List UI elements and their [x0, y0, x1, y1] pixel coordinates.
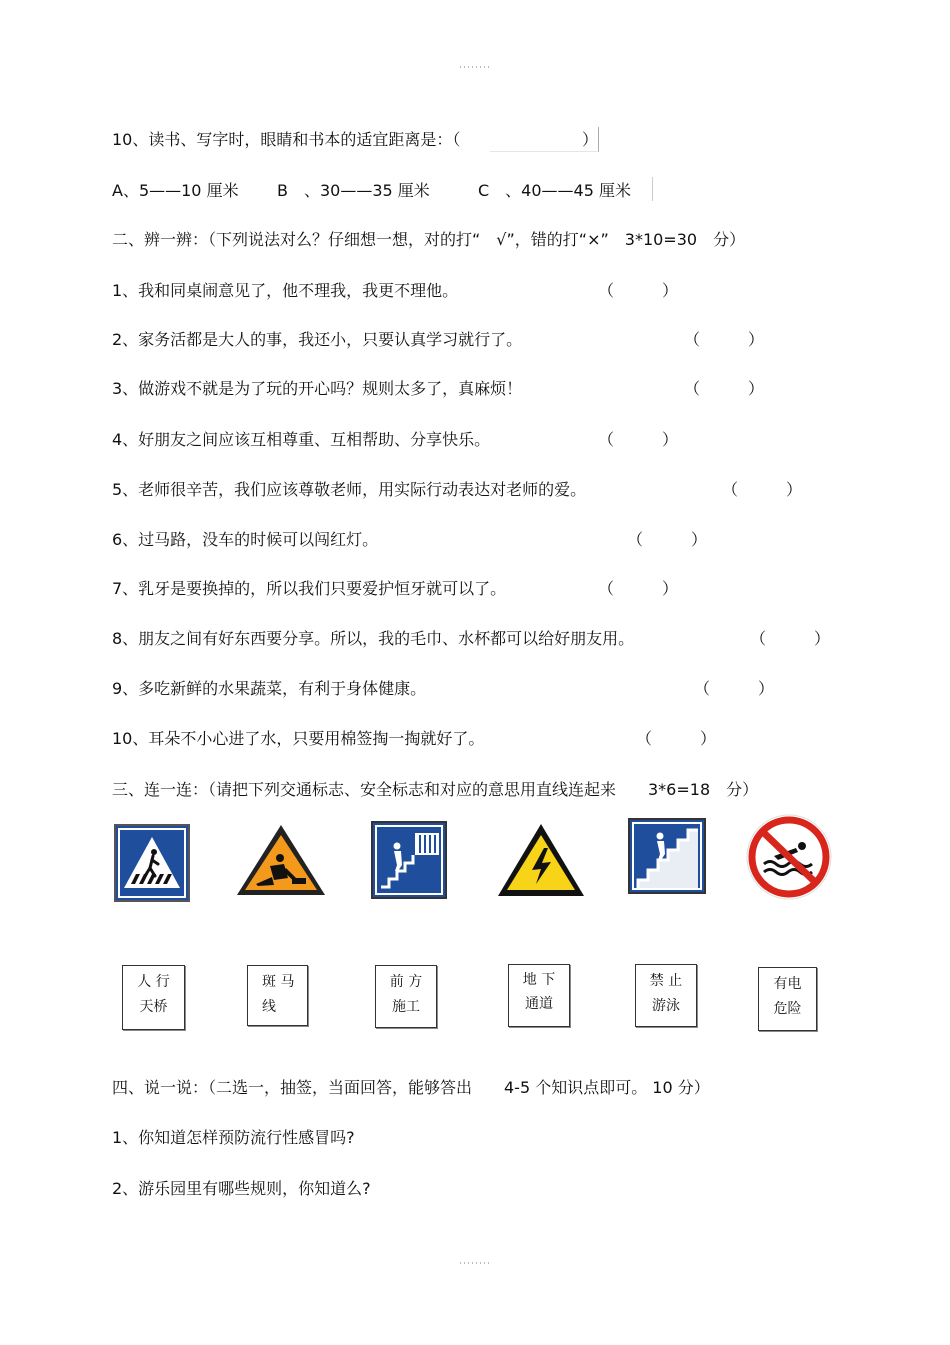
oral-question: 1、你知道怎样预防流行性感冒吗? — [112, 1128, 355, 1147]
meaning-card-underpass[interactable] — [508, 964, 570, 1027]
judge-answer-paren[interactable]: （ ） — [598, 281, 679, 300]
judge-answer-paren[interactable]: （ ） — [684, 379, 765, 398]
card-line: 地 下 — [522, 972, 556, 988]
card-line: 斑 马 — [262, 974, 295, 990]
top-page-mark — [460, 66, 490, 68]
no-swimming-sign-icon — [744, 812, 834, 902]
judge-item: 2、家务活都是大人的事，我还小，只要认真学习就行了。 — [112, 330, 523, 349]
judge-item: 7、乳牙是要换掉的，所以我们只要爱护恒牙就可以了。 — [112, 579, 507, 598]
meaning-card-overpass[interactable] — [122, 965, 185, 1030]
q10-option-c: C 、40——45 厘米 — [478, 181, 631, 200]
crosswalk-sign-icon — [114, 824, 190, 902]
judge-answer-paren[interactable]: （ ） — [694, 679, 775, 698]
card-line: 施工 — [392, 999, 420, 1015]
judge-answer-paren[interactable]: （ ） — [750, 629, 831, 648]
card-line: 线 — [262, 999, 276, 1015]
meaning-card-no-swimming[interactable] — [635, 964, 697, 1027]
card-line: 有电 — [773, 976, 802, 992]
section3-heading: 三、连一连：（请把下列交通标志、安全标志和对应的意思用直线连起来 3*6=18 分） — [112, 780, 759, 799]
q10-option-b: B 、30——35 厘米 — [277, 181, 430, 200]
judge-answer-paren[interactable]: （ ） — [636, 729, 717, 748]
judge-answer-paren[interactable]: （ ） — [598, 579, 679, 598]
judge-answer-paren[interactable]: （ ） — [684, 330, 765, 349]
q10-text: 10、读书、写字时，眼睛和书本的适宜距离是：（ — [112, 130, 461, 149]
judge-item: 6、过马路，没车的时候可以闯红灯。 — [112, 530, 379, 549]
overpass-sign-icon — [371, 821, 447, 899]
meaning-card-road-work[interactable] — [375, 965, 437, 1028]
q10-option-a: A、5——10 厘米 — [112, 181, 239, 200]
section4-heading: 四、说一说：（二选一，抽签，当面回答，能够答出 4-5 个知识点即可。 10 分） — [112, 1078, 710, 1097]
electric-hazard-sign-icon — [496, 822, 586, 898]
card-line: 前 方 — [389, 974, 423, 990]
card-line: 人 行 — [137, 974, 170, 990]
card-line: 通道 — [525, 996, 553, 1012]
oral-question: 2、游乐园里有哪些规则，你知道么? — [112, 1179, 371, 1198]
meaning-card-electric-danger[interactable] — [758, 967, 817, 1031]
judge-item: 5、老师很辛苦，我们应该尊敬老师，用实际行动表达对老师的爱。 — [112, 480, 587, 499]
judge-item: 4、好朋友之间应该互相尊重、互相帮助、分享快乐。 — [112, 430, 491, 449]
card-line: 危险 — [773, 1001, 802, 1017]
judge-item: 3、做游戏不就是为了玩的开心吗？规则太多了，真麻烦！ — [112, 379, 523, 398]
judge-item: 9、多吃新鲜的水果蔬菜，有利于身体健康。 — [112, 679, 427, 698]
card-line: 禁 止 — [649, 973, 683, 989]
judge-answer-paren[interactable]: （ ） — [598, 430, 679, 449]
card-line: 游泳 — [652, 998, 680, 1014]
judge-answer-paren[interactable]: （ ） — [722, 480, 803, 499]
q10-paren-close: ） — [582, 130, 599, 149]
judge-answer-paren[interactable]: （ ） — [627, 530, 708, 549]
card-line: 天桥 — [139, 999, 168, 1015]
road-work-sign-icon — [234, 822, 328, 898]
bottom-page-mark — [460, 1262, 490, 1264]
judge-item: 10、耳朵不小心进了水，只要用棉签掏一掏就好了。 — [112, 729, 485, 748]
judge-item: 1、我和同桌闹意见了，他不理我，我更不理他。 — [112, 281, 459, 300]
section2-heading: 二、辨一辨：（下列说法对么？仔细想一想，对的打“ √”，错的打“×” 3*10=30 分） — [112, 230, 746, 249]
meaning-card-crosswalk[interactable] — [247, 965, 308, 1026]
underpass-sign-icon — [628, 818, 706, 894]
judge-item: 8、朋友之间有好东西要分享。所以，我的毛巾、水杯都可以给好朋友用。 — [112, 629, 635, 648]
